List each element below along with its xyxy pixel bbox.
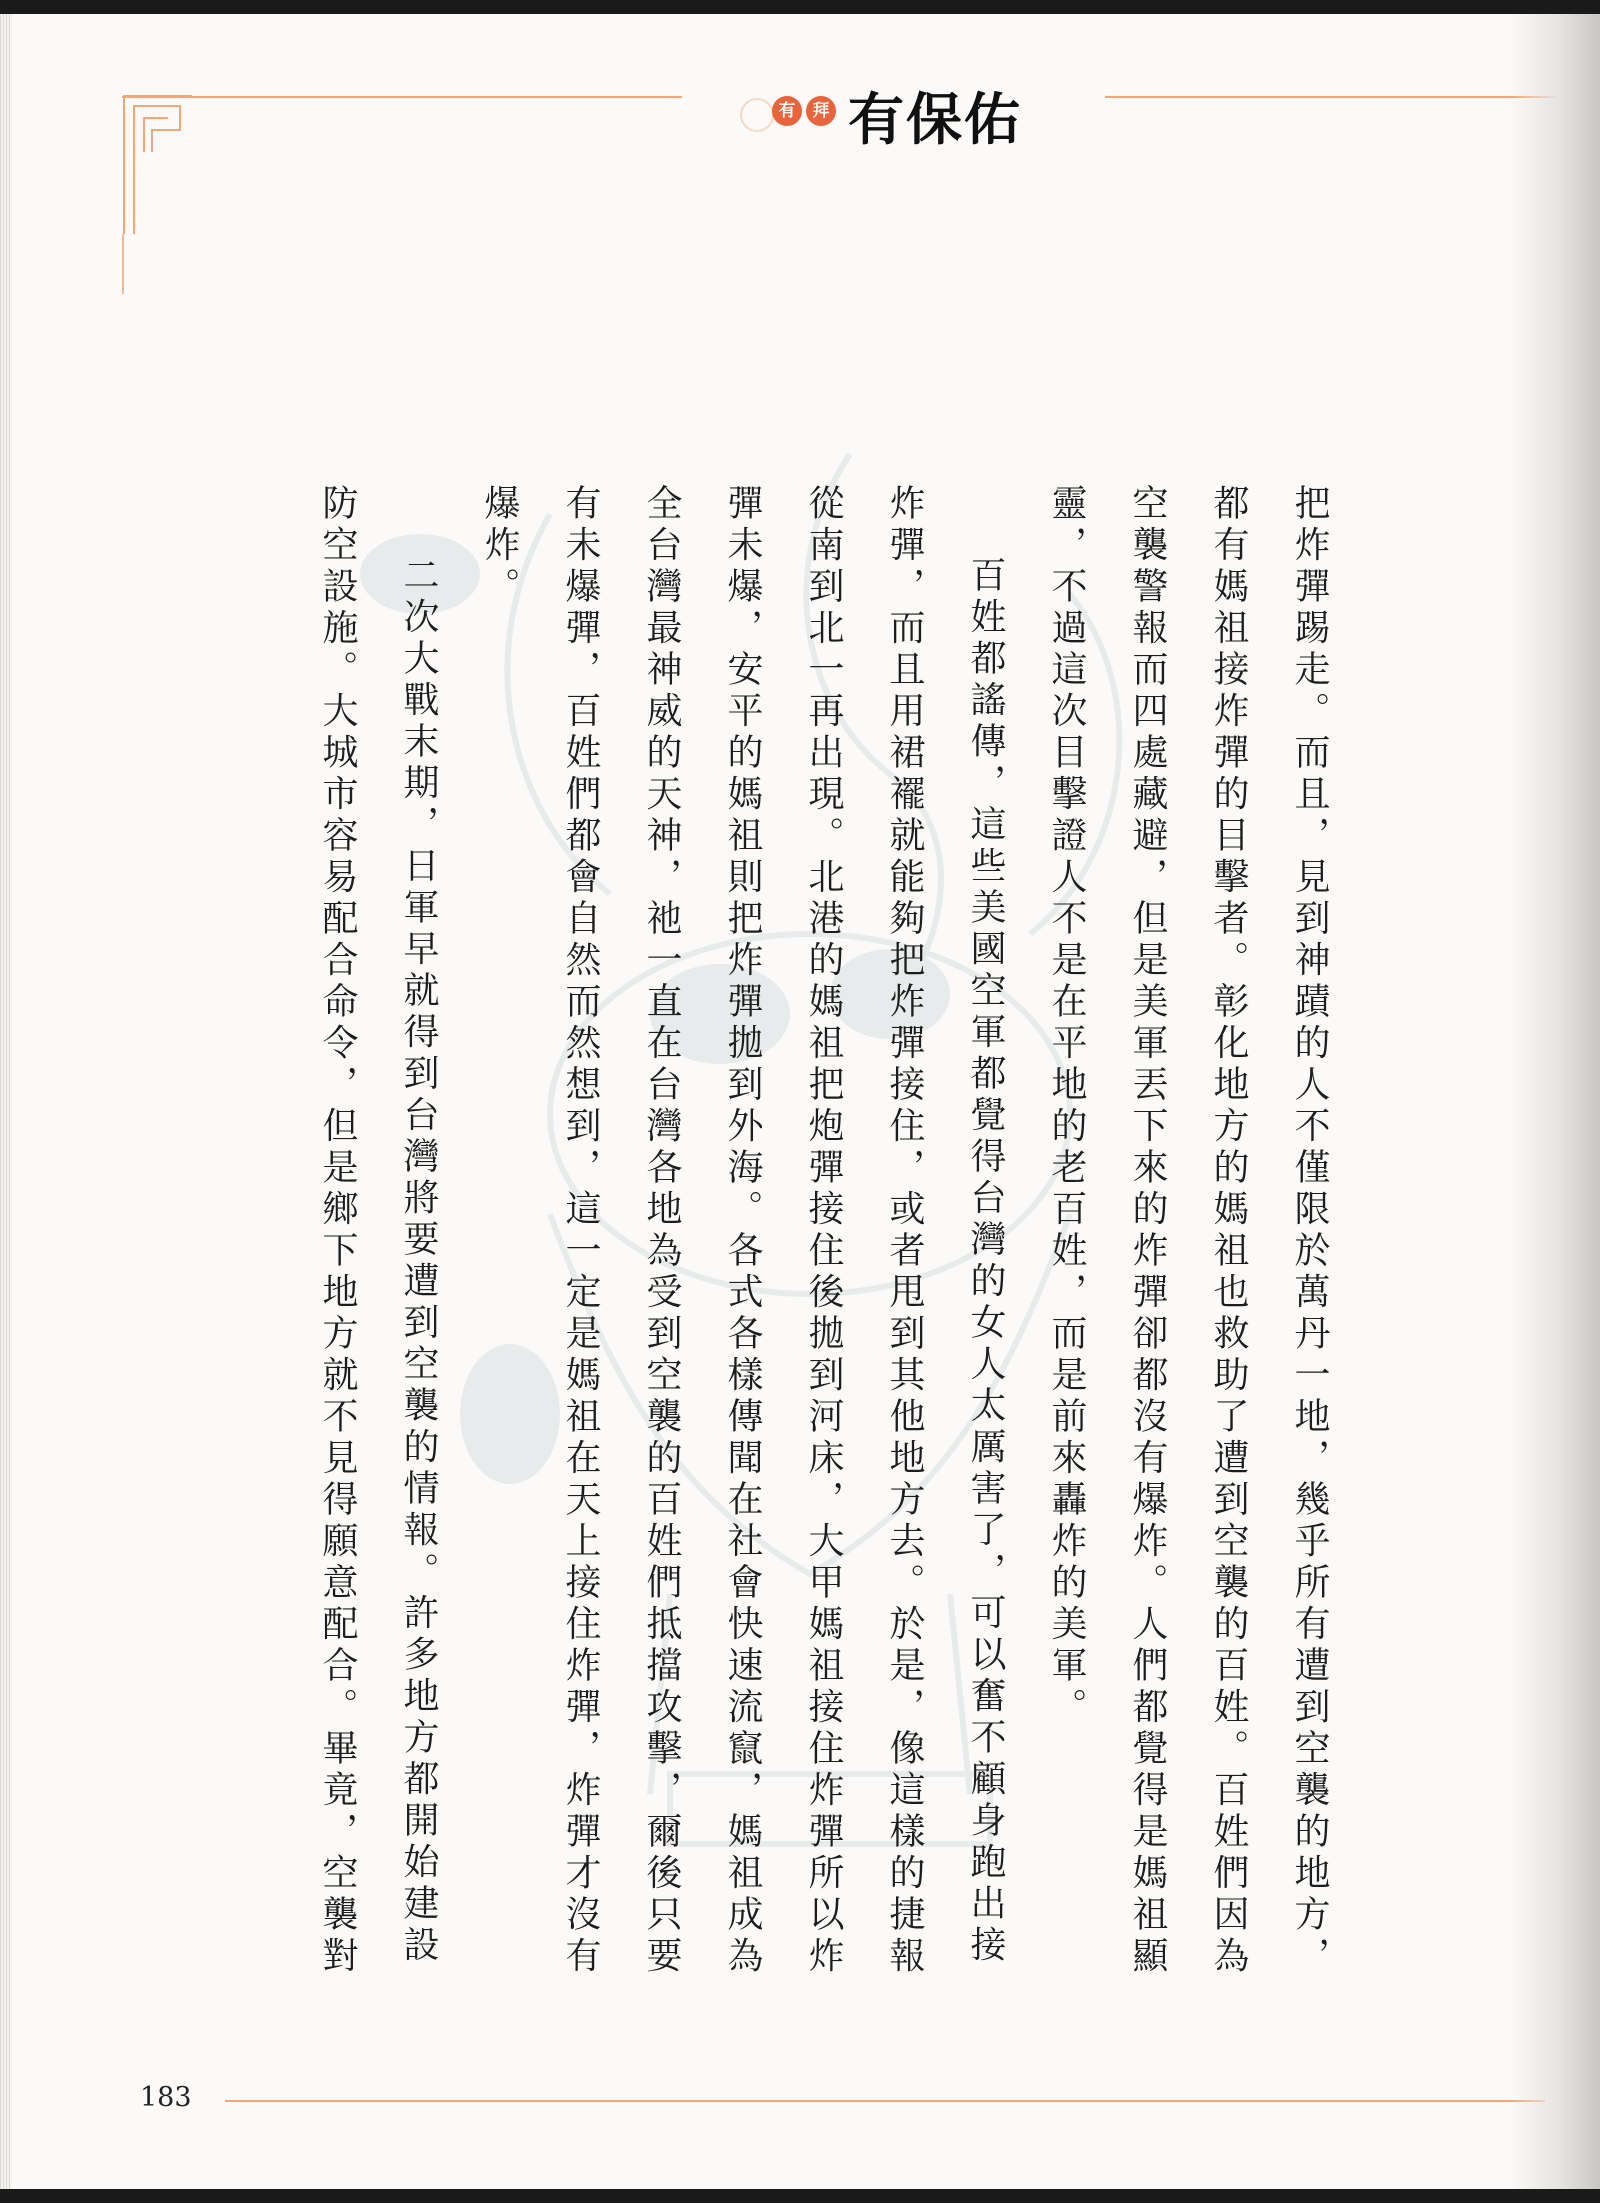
page-number: 183 xyxy=(140,2082,192,2113)
frame-left-rule xyxy=(122,234,124,294)
header-rule-left xyxy=(122,96,682,98)
frame-corner-ornament xyxy=(122,94,192,234)
running-header xyxy=(700,62,1120,153)
paragraph: 把炸彈踢走。而且，見到神蹟的人不僅限於萬丹一地，幾乎所有遭到空襲的地方，都有媽祖接炸彈的目擊者。彰化地方的媽祖也救助了遭到空襲的百姓。百姓們因為空襲警報而四處藏避，但是美軍丟下來的炸彈卻都沒有爆炸。人們都覺得是媽祖顯靈，不過這次目擊證人不是在平地的老百姓，而是前來轟炸的美軍。 xyxy=(1046,484,1330,1978)
footer-rule xyxy=(225,2100,1545,2102)
paragraph: 百姓都謠傳，這些美國空軍都覺得台灣的女人太厲害了，可以奮不顧身跑出接炸彈，而且用裙襬就能夠把炸彈接住，或者甩到其他地方去。於是，像這樣的捷報從南到北一再出現。北港的媽祖把炮彈接住後拋到河床，大甲媽祖接住炸彈所以炸彈未爆，安平的媽祖則把炸彈拋到外海。各式各樣傳聞在社會快速流竄，媽祖成為全台灣最神威的天神，祂一直在台灣各地為受到空襲的百姓們抵擋攻擊，爾後只要有未爆彈，百姓們都會自然而然想到，這一定是媽祖在天上接住炸彈，炸彈才沒有爆炸。 xyxy=(479,484,1006,1978)
header-badge-1: 有 xyxy=(772,96,802,126)
body-text xyxy=(240,484,1350,1984)
paragraph: 二次大戰末期，日軍早就得到台灣將要遭到空襲的情報。許多地方都開始建設防空設施。大城市容易配合命令，但是鄉下地方就不見得願意配合。畢竟，空襲對 xyxy=(317,484,439,1978)
page-edge-lines xyxy=(0,14,12,2189)
header-title: 有保佑 xyxy=(848,88,1022,153)
header-decoration xyxy=(740,98,774,132)
header-rule-right xyxy=(1105,96,1575,98)
binding-shadow xyxy=(1510,14,1600,2189)
book-page xyxy=(0,14,1600,2189)
header-badge-2: 拜 xyxy=(806,96,836,126)
